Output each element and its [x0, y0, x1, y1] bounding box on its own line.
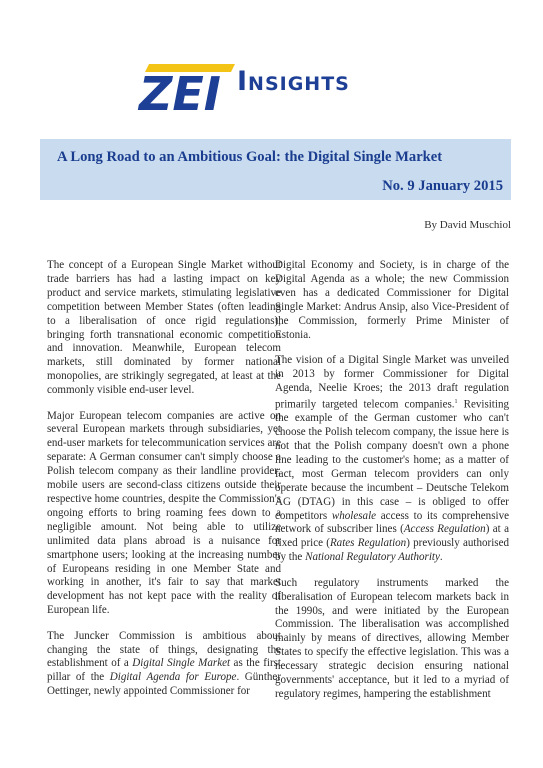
text-run: ) previously authorised by the [275, 537, 510, 564]
paragraph-1: The concept of a European Single Market without trade barriers has had a lasting impact on key product and service markets, stimulating legislative competition between Member States (often leading to a liberalisation of once rigid regulations), bringing forth transnational economic competition and innovation. Meanwhile, European telecom markets, still dominated by former national monopolies, are strikingly segregated, at least at the commonly visible end-user level. [47, 259, 281, 397]
zei-insights-logo [135, 52, 375, 116]
document-title: A Long Road to an Ambitious Goal: the Digital Single Market [57, 149, 443, 165]
paragraph-3 [47, 630, 281, 700]
author-byline: By David Muschiol [424, 219, 511, 231]
text-run: Revisiting the example of the German customer who can't choose the Polish telecom company, the issue here is not that the Polish company doesn't own a phone line leading to the customer's home; as a matter of fact, most German telecom providers can only operate because the incumbent – Deutsche Telekom AG (DTAG) in this case – is obliged to offer competitors [275, 398, 509, 522]
logo-product-text: Insights [237, 66, 350, 97]
right-column [275, 259, 509, 713]
footnote-reference: 1 [454, 398, 458, 405]
text-run: . [439, 551, 443, 564]
paragraph-2: Major European telecom companies are active on several European markets through subsidiaries, yet end-user markets for telecommunication services are separate: A German consumer can't simply choose a Polish telecom company as their landline provider; mobile users are second-class citizens outside their respective home countries, despite the Commission's ongoing efforts to bring roaming fees down to a negligible amount. Not being able to utilize unlimited data plans abroad is a nuisance for smartphone users; looking at the increasing number of Europeans residing in one Member State and working in another, it's fair to say that market development has not kept pace with the reality of European life. [47, 409, 281, 617]
emphasis-national-regulatory-authority: National Regulatory Authority [305, 551, 440, 564]
title-banner [40, 139, 511, 200]
text-run: The vision of a Digital Single Market was unveiled in 2013 by former Commissioner for Digital Agenda, Neelie Kroes; the 2013 draft regulation primarily targeted telecom companies. [275, 353, 509, 411]
text-run: as the first pillar of the [47, 657, 282, 684]
emphasis-access-regulation: Access Regulation [403, 523, 486, 536]
emphasis-digital-agenda: Digital Agenda for Europe [109, 671, 237, 684]
text-run: ) at a fixed price ( [275, 523, 510, 550]
paragraph-4: Digital Economy and Society, is in charge of the Digital Agenda as a whole; the new Commission even has a dedicated Commissioner for Digital Single Market: Andrus Ansip, also Vice-President of the Commission, formerly Prime Minister of Estonia. [275, 259, 509, 341]
emphasis-digital-single-market: Digital Single Market [132, 657, 231, 670]
emphasis-rates-regulation: Rates Regulation [329, 537, 407, 550]
text-run: . Günther Oettinger, newly appointed Commissioner for [47, 671, 281, 698]
emphasis-wholesale: wholesale [331, 509, 377, 522]
left-column [47, 259, 281, 711]
paragraph-5 [275, 354, 509, 565]
logo-brand-text: ZEI [139, 67, 221, 116]
text-run: access to its comprehensive network of subscriber lines ( [275, 509, 509, 536]
paragraph-6: Such regulatory instruments marked the liberalisation of European telecom markets back in the 1990s, and were initiated by the European Commission. The liberalisation was accomplished mainly by means of directives, allowing Member States to specify the effective legislation. This was a necessary strategic decision ensuring national governments' acceptance, but it led to a myriad of regulatory regimes, hampering the establishment [275, 576, 509, 700]
issue-number-date: No. 9 January 2015 [382, 178, 503, 194]
zei-logo-mark [135, 52, 245, 116]
text-run: The Juncker Commission is ambitious about changing the state of things, designating the establishment of a [47, 629, 281, 670]
